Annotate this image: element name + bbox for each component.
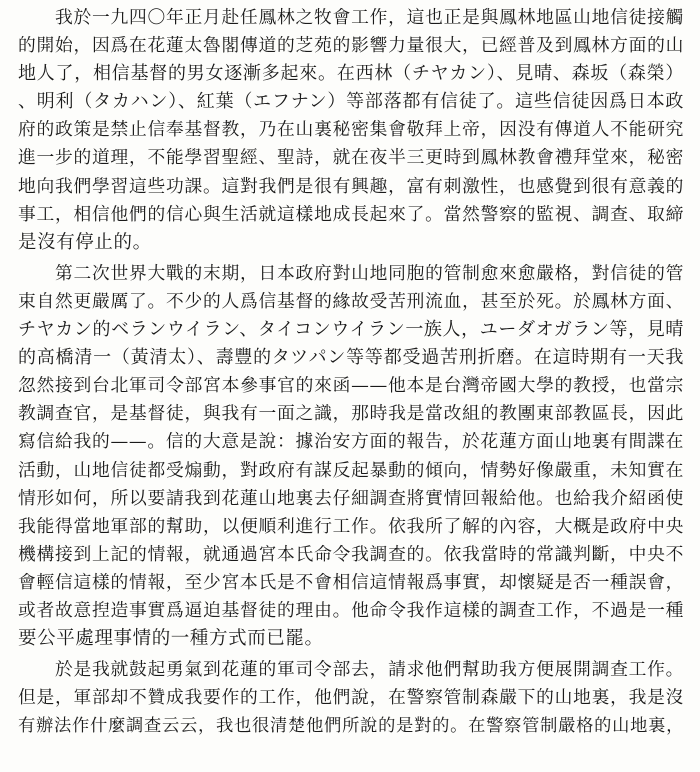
paragraph-3 bbox=[18, 656, 690, 740]
text-line: チヤカン的ベランウイラン、タイコンウイラン一族人，ユーダオガラン等，見晴 bbox=[18, 319, 684, 341]
text-line: 第二次世界大戰的末期，日本政府對山地同胞的管制愈來愈嚴格，對信徒的管 bbox=[55, 263, 684, 284]
text-line: 進一步的道理，不能學習聖經、聖詩，就在夜半三更時到鳳林教會禮拜堂來，秘密 bbox=[18, 148, 684, 169]
text-line: 的高橋清一（黃清太）、壽豐的タツパン等等都受過苦刑折磨。在這時期有一天我 bbox=[18, 347, 684, 369]
text-line: 府的政策是禁止信奉基督教，乃在山裏秘密集會敬拜上帝，因没有傳道人不能研究 bbox=[18, 120, 684, 141]
text-line: 情形如何，所以要請我到花蓮山地裏去仔細調查將實情回報給他。也給我介紹函使 bbox=[18, 488, 684, 509]
text-line: 於是我就鼓起勇氣到花蓮的軍司令部去，請求他們幫助我方便展開調查工作。 bbox=[55, 660, 684, 681]
text-line: 忽然接到台北軍司令部宮本參事官的來函——他本是台灣帝國大學的教授，也當宗 bbox=[18, 376, 684, 397]
text-line: 地向我們學習這些功課。這對我們是很有興趣，富有刺激性，也感覺到很有意義的 bbox=[18, 176, 684, 197]
text-line: 但是，軍部却不贊成我要作的工作，他們說，在警察管制森嚴下的山地裏，我是沒 bbox=[18, 688, 684, 709]
text-line: 是沒有停止的。 bbox=[18, 231, 152, 253]
text-line: 地人了，相信基督的男女逐漸多起來。在西林（チヤカン）、見晴、森坂（森榮） bbox=[18, 63, 684, 85]
text-line: 教調查官，是基督徒，與我有一面之識，那時我是當改組的教團東部教區長，因此 bbox=[18, 404, 684, 425]
text-line: 活動，山地信徒都受煽動，對政府有謀反起暴動的傾向，情勢好像嚴重，未知實在 bbox=[18, 460, 684, 481]
text-line: 我於一九四〇年正月赴任鳳林之牧會工作，這也正是與鳳林地區山地信徒接觸 bbox=[55, 8, 684, 28]
paragraph-1 bbox=[18, 4, 690, 257]
paragraph-2 bbox=[18, 260, 690, 653]
text-line: 束自然更嚴厲了。不少的人爲信基督的緣故受苦刑流血，甚至於死。於鳳林方面、 bbox=[18, 291, 684, 312]
text-line: 、明利（タカハン）、紅葉（エフナン）等部落都有信徒了。這些信徒因爲日本政 bbox=[18, 91, 684, 113]
body-text bbox=[18, 4, 690, 740]
text-line: 有辦法作什麼調查云云，我也很清楚他們所說的是對的。在警察管制嚴格的山地裏， bbox=[18, 716, 684, 737]
text-line: 寫信給我的——。信的大意是說：據治安方面的報告，於花蓮方面山地裏有間諜在 bbox=[18, 432, 684, 453]
text-line: 要公平處理事情的一種方式而已罷。 bbox=[18, 628, 324, 650]
text-line: 會輕信這樣的情報，至少宮本氏是不會相信這情報爲事實，却懷疑是否一種誤會， bbox=[18, 572, 684, 593]
text-line: 事工，相信他們的信心與生活就這樣地成長起來了。當然警察的監視、調查、取締 bbox=[18, 204, 684, 225]
text-line: 我能得當地軍部的幫助，以便順利進行工作。依我所了解的內容，大概是政府中央 bbox=[18, 516, 684, 537]
text-line: 機構接到上記的情報，就通過宮本氏命令我調查的。依我當時的常識判斷，中央不 bbox=[18, 544, 684, 565]
text-line: 或者故意揑造事實爲逼迫基督徒的理由。他命令我作這樣的調查工作，不過是一種 bbox=[18, 600, 684, 621]
text-line: 的開始，因爲在花蓮太魯閣傳道的芝苑的影響力量很大，已經普及到鳳林方面的山 bbox=[18, 36, 684, 57]
